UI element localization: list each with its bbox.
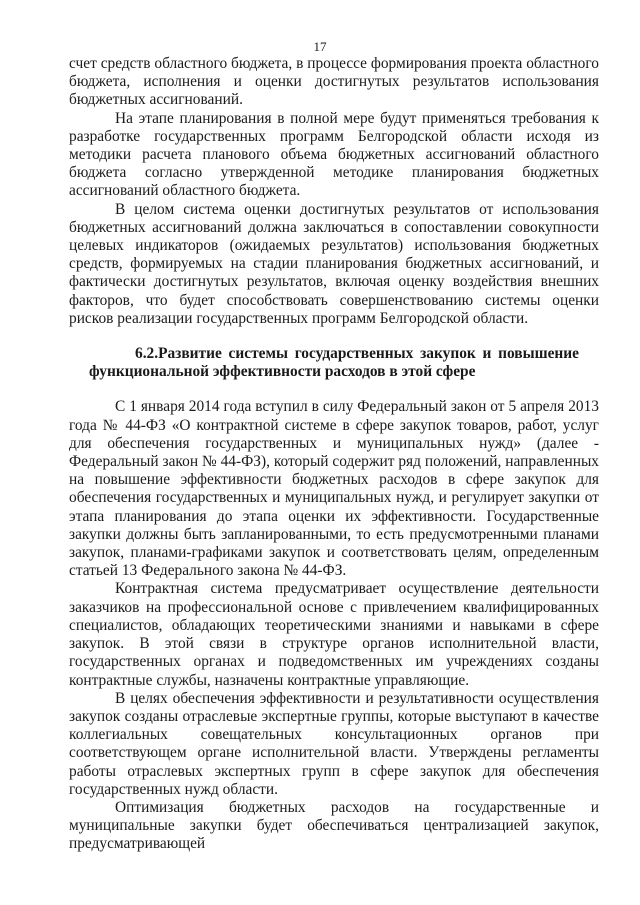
page-number: 17	[313, 39, 327, 54]
paragraph-contract-system: Контрактная система предусматривает осуществление деятельности заказчиков на профессиональной основе с привлечением квалифицированных специалистов, обладающих теоретическими знаниями и навыками в сфере закупок. В этой связи в структуре органов исполнительной власти, государственных органах и подведомственных им учреждениях созданы контрактные службы, назначены контрактные управляющие.	[69, 580, 599, 689]
spacer	[69, 328, 599, 345]
paragraph-continuation: счет средств областного бюджета, в процессе формирования проекта областного бюджета, исполнения и оценки достигнутых результатов использования бюджетных ассигнований.	[69, 55, 599, 109]
spacer	[69, 381, 599, 398]
page-content	[69, 55, 599, 854]
paragraph-evaluation-system: В целом система оценки достигнутых результатов от использования бюджетных ассигнований должна заключаться в сопоставлении совокупности целевых индикаторов (ожидаемых результатов) использования бюджетных средств, формируемых на стадии планирования бюджетных ассигнований, и фактически достигнутых результатов, включая оценку воздействия внешних факторов, что будет способствовать совершенствованию системы оценки рисков реализации государственных программ Белгородской области.	[69, 200, 599, 327]
paragraph-planning-requirements: На этапе планирования в полной мере будут применяться требования к разработке государственных программ Белгородской области исходя из методики расчета планового объема бюджетных ассигнований областного бюджета согласно утвержденной методике планирования бюджетных ассигнований областного бюджета.	[69, 109, 599, 200]
paragraph-federal-law: С 1 января 2014 года вступил в силу Федеральный закон от 5 апреля 2013 года № 44-ФЗ «О контрактной системе в сфере закупок товаров, работ, услуг для обеспечения государственных и муниципальных нужд» (далее - Федеральный закон № 44-ФЗ), который содержит ряд положений, направленных на повышение эффективности бюджетных расходов в сфере закупок для обеспечения государственных и муниципальных нужд, и регулирует закупки от этапа планирования до этапа оценки их эффективности. Государственные закупки должны быть запланированными, то есть предусмотренными планами закупок, планами-графиками закупок и соответствовать целям, определенным статьей 13 Федерального закона № 44-ФЗ.	[69, 398, 599, 580]
paragraph-expert-groups: В целях обеспечения эффективности и результативности осуществления закупок созданы отраслевые экспертные группы, которые выступают в качестве коллегиальных совещательных консультационных органов при соответствующем органе исполнительной власти. Утверждены регламенты работы отраслевых экспертных групп в сфере закупок для обеспечения государственных нужд области.	[69, 689, 599, 798]
section-heading: 6.2.Развитие системы государственных закупок и повышение функциональной эффективности расходов в этой сфере	[89, 345, 579, 381]
paragraph-optimization: Оптимизация бюджетных расходов на государственные и муниципальные закупки будет обеспечиваться централизацией закупок, предусматривающей	[69, 798, 599, 853]
